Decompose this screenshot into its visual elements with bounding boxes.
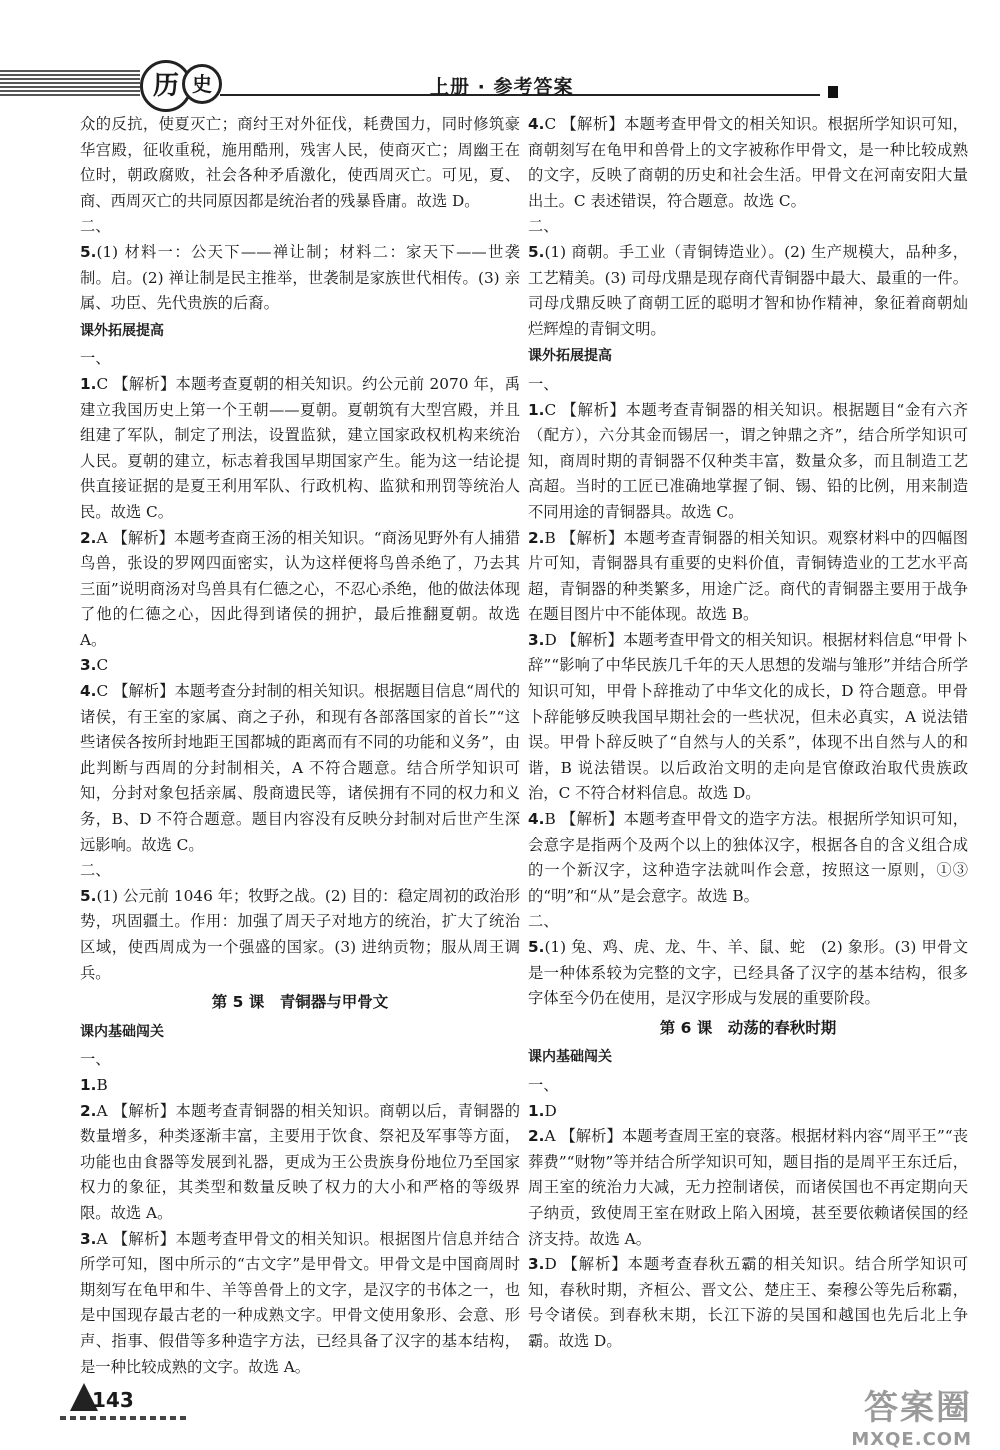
lesson-title: 第 6 课 动荡的春秋时期 bbox=[659, 1018, 837, 1037]
section-heading: 课内基础闯关 bbox=[528, 1049, 612, 1066]
answer-item bbox=[528, 628, 968, 807]
section-heading: 课外拓展提高 bbox=[528, 348, 612, 365]
answer-item bbox=[80, 240, 520, 317]
answer-text: B bbox=[96, 1075, 108, 1094]
right-column bbox=[528, 112, 968, 1355]
header-mark bbox=[828, 86, 838, 98]
answer-item bbox=[80, 372, 520, 526]
answer-item bbox=[80, 679, 520, 858]
answer-text: C 【解析】本题考查夏朝的相关知识。约公元前 2070 年，禹建立我国历史上第一个王朝——夏朝。夏朝筑有大型宫殿，并且组建了军队，制定了刑法，设置监狱，建立国家政权机构来统治人民。夏朝的建立，标志着我国早期国家产生。能为这一结论提供直接证据的是夏王利用军队、行政机构、监狱和刑罚等统治人民。故选 C。 bbox=[80, 374, 520, 521]
answer-number: 2. bbox=[80, 1101, 97, 1120]
answer-item bbox=[528, 1252, 968, 1354]
watermark-url: MXQE.COM bbox=[851, 1429, 972, 1450]
answer-item bbox=[528, 1099, 968, 1125]
answer-text: A 【解析】本题考查周王室的衰落。根据材料内容“周平王”“丧葬费”“财物”等并结合所学知识可知，题目指的是周平王东迁后，周王室的统治力大减，无力控制诸侯，而诸侯国也不再定期向天子纳贡，致使周王室在财政上陷入困境，甚至要依赖诸侯国的经济支持。故选 A。 bbox=[528, 1127, 968, 1248]
watermark bbox=[851, 1380, 972, 1450]
answer-item bbox=[80, 1227, 520, 1381]
answer-text: A 【解析】本题考查甲骨文的相关知识。根据图片信息并结合所学可知，图中所示的“古文字”是甲骨文。甲骨文是中国商周时期刻写在龟甲和牛、羊等兽骨上的文字，是汉字的书体之一，也是中国现存最古老的一种成熟文字。甲骨文使用象形、会意、形声、指事、假借等多种造字方法，已经具备了汉字的基本结构，是一种比较成熟的文字。故选 A。 bbox=[80, 1229, 520, 1376]
paragraph: 二、 bbox=[528, 912, 559, 931]
answer-text: B 【解析】本题考查甲骨文的造字方法。根据所学知识可知，会意字是指两个及两个以上的独体汉字，根据各自的含义组合成的一个新汉字，这种造字法就叫作会意，按照这一原则，①③的“明”和“从”是会意字。故选 B。 bbox=[528, 810, 968, 905]
answer-text: B 【解析】本题考查青铜器的相关知识。观察材料中的四幅图片可知，青铜器具有重要的史料价值，青铜铸造业的工艺水平高超，青铜器的种类繁多，用途广泛。商代的青铜器主要用于战争在题目图片中不能体现。故选 B。 bbox=[528, 528, 968, 624]
answer-number: 2. bbox=[528, 1127, 545, 1146]
page-number: 143 bbox=[92, 1388, 134, 1412]
lesson-title: 第 5 课 青铜器与甲骨文 bbox=[211, 993, 389, 1012]
answer-number: 2. bbox=[528, 528, 545, 547]
answer-text: C bbox=[96, 656, 109, 675]
answer-item bbox=[80, 653, 520, 679]
answer-item bbox=[528, 807, 968, 909]
answer-text: D 【解析】本题考查甲骨文的相关知识。根据材料信息“甲骨卜辞”“影响了中华民族几千年的天人思想的发端与雏形”并结合所学知识可知，甲骨卜辞推动了中华文化的成长，D 符合题意。甲骨卜辞能够反映我国早期社会的一些状况，但未必真实，A 说法错误。甲骨卜辞反映了“自然与人的关系”，体现不出自然与人的和谐，B 说法错误。以后政治文明的走向是官僚政治取代贵族政治，C 不符合材料信息。故选 D。 bbox=[528, 630, 968, 803]
answer-item bbox=[528, 1124, 968, 1252]
section-heading: 课外拓展提高 bbox=[80, 322, 164, 339]
answer-text: (1) 材料一：公天下——禅让制；材料二：家天下——世袭制。启。(2) 禅让制是民主推举，世袭制是家族世代相传。(3) 亲属、功臣、先代贵族的后裔。 bbox=[80, 242, 520, 313]
paragraph: 一、 bbox=[528, 1075, 559, 1094]
header-title: 上册 · 参考答案 bbox=[430, 76, 574, 98]
answer-item bbox=[80, 884, 520, 986]
answer-number: 4. bbox=[528, 115, 545, 133]
answer-number: 1. bbox=[80, 374, 97, 393]
answer-item bbox=[80, 526, 520, 654]
answer-text: (1) 公元前 1046 年；牧野之战。(2) 目的：稳定周初的政治形势，巩固疆土。作用：加强了周天子对地方的统治，扩大了统治区域，使西周成为一个强盛的国家。(3) 进纳贡物；服从周王调兵。 bbox=[80, 886, 520, 982]
paragraph: 众的反抗，使夏灭亡；商纣王对外征伐，耗费国力，同时修筑豪华宫殿，征收重税，施用酷刑，残害人民，使商灭亡；周幽王在位时，朝政腐败，社会各种矛盾激化，使西周灭亡。可见，夏、商、西周灭亡的共同原因都是统治者的残暴昏庸。故选 D。 bbox=[80, 115, 520, 210]
answer-number: 5. bbox=[80, 242, 97, 261]
answer-item bbox=[528, 935, 968, 1012]
answer-number: 5. bbox=[528, 938, 545, 956]
answer-number: 3. bbox=[80, 1229, 97, 1248]
answer-text: (1) 商朝。手工业（青铜铸造业）。(2) 生产规模大，品种多，工艺精美。(3) 司母戊鼎是现存商代青铜器中最大、最重的一件。司母戊鼎反映了商朝工匠的聪明才智和协作精神，象征着商朝灿烂辉煌的青铜文明。 bbox=[528, 242, 968, 338]
answer-text: C 【解析】本题考查分封制的相关知识。根据题目信息“周代的诸侯，有王室的家属、商之子孙，和现有各部落国家的首长”“这些诸侯各按所封地距王国都城的距离而有不同的功能和义务”，由此判断与西周的分封制相关，A 不符合题意。结合所学知识可知，分封对象包括亲属、殷商遗民等，诸侯拥有不同的权力和义务，B、D 不符合题意。题目内容没有反映分封制对后世产生深远影响。故选 C。 bbox=[80, 682, 520, 854]
answer-text: D 【解析】本题考查春秋五霸的相关知识。结合所学知识可知，春秋时期，齐桓公、晋文公、楚庄王、秦穆公等先后称霸，号令诸侯。到春秋末期，长江下游的吴国和越国也先后北上争霸。故选 D。 bbox=[528, 1255, 968, 1350]
answer-number: 4. bbox=[80, 682, 97, 701]
subject-logo: 历 bbox=[140, 60, 192, 112]
paragraph: 一、 bbox=[528, 374, 559, 393]
watermark-title: 答案圈 bbox=[864, 1388, 972, 1428]
answer-text: A 【解析】本题考查青铜器的相关知识。商朝以后，青铜器的数量增多，种类逐渐丰富，主要用于饮食、祭祀及军事等方面，功能也由食器等发展到礼器，更成为王公贵族身份地位乃至国家权力的象征，其类型和数量反映了权力的大小和严格的等级界限。故选 A。 bbox=[80, 1101, 520, 1222]
paragraph: 二、 bbox=[80, 861, 111, 880]
section-heading: 课内基础闯关 bbox=[80, 1023, 164, 1040]
paragraph: 一、 bbox=[80, 349, 111, 368]
answer-number: 4. bbox=[528, 810, 545, 829]
answer-item bbox=[528, 398, 968, 526]
left-column bbox=[80, 112, 520, 1380]
answer-number: 2. bbox=[80, 528, 97, 547]
answer-text: D bbox=[544, 1101, 557, 1120]
answer-number: 3. bbox=[528, 630, 545, 649]
answer-item bbox=[80, 1099, 520, 1227]
answer-text: A 【解析】本题考查商王汤的相关知识。“商汤见野外有人捕猎鸟兽，张设的罗网四面密实，认为这样便将鸟兽杀绝了，乃去其三面”说明商汤对鸟兽具有仁德之心，不忍心杀绝，他的做法体现了他的仁德之心，因此得到诸侯的拥护，最后推翻夏朝。故选 A。 bbox=[80, 528, 520, 649]
answer-item bbox=[528, 240, 968, 342]
answer-number: 3. bbox=[80, 656, 97, 675]
answer-item bbox=[528, 526, 968, 628]
paragraph: 二、 bbox=[80, 217, 111, 236]
subject-logo-second: 史 bbox=[182, 64, 222, 104]
paragraph: 一、 bbox=[80, 1050, 111, 1069]
answer-number: 5. bbox=[80, 886, 97, 905]
answer-item bbox=[80, 1073, 520, 1099]
answer-text: (1) 兔、鸡、虎、龙、牛、羊、鼠、蛇 (2) 象形。(3) 甲骨文是一种体系较为完整的文字，已经具备了汉字的基本结构，很多字体至今仍在使用，是汉字形成与发展的重要阶段。 bbox=[528, 938, 968, 1008]
header-stripes bbox=[0, 70, 140, 96]
answer-text: C 【解析】本题考查甲骨文的相关知识。根据所学知识可知，商朝刻写在龟甲和兽骨上的文字被称作甲骨文，是一种比较成熟的文字，反映了商朝的历史和社会生活。甲骨文在河南安阳大量出土。C 表述错误，符合题意。故选 C。 bbox=[528, 115, 968, 210]
answer-number: 1. bbox=[528, 1101, 545, 1120]
answer-item bbox=[528, 112, 968, 214]
page-header bbox=[0, 60, 1000, 108]
answer-text: C 【解析】本题考查青铜器的相关知识。根据题目“金有六齐（配方），六分其金而锡居一，谓之钟鼎之齐”，结合所学知识可知，商周时期的青铜器不仅种类丰富，数量众多，而且制造工艺高超。当时的工匠已准确地掌握了铜、锡、铅的比例，用来制造不同用途的青铜器具。故选 C。 bbox=[528, 400, 968, 521]
answer-number: 1. bbox=[528, 400, 545, 419]
answer-number: 5. bbox=[528, 242, 545, 261]
paragraph: 二、 bbox=[528, 217, 559, 236]
wave-decoration bbox=[60, 1416, 190, 1420]
answer-number: 3. bbox=[528, 1255, 545, 1274]
answer-number: 1. bbox=[80, 1075, 97, 1094]
